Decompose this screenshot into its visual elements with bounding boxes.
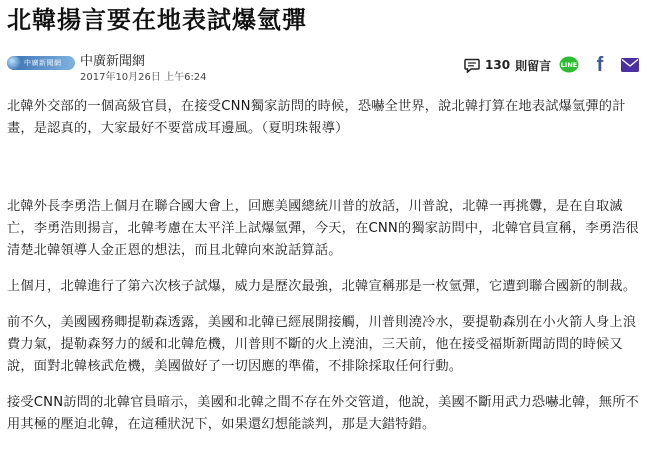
globe-icon xyxy=(7,56,21,70)
article-paragraph: 北韓外長李勇浩上個月在聯合國大會上，回應美國總統川普的放話，川普說，北韓一再挑釁，是在自取滅亡，李勇浩則揚言，北韓考慮在太平洋上試爆氫彈，今天，在CNN的獨家訪問中，北韓官員宣稱，李勇浩很清楚北韓領導人金正恩的想法，而且北韓向來說話算話。 xyxy=(7,199,639,258)
share-facebook-button[interactable] xyxy=(590,55,610,75)
article-body xyxy=(7,96,639,450)
source-logo-text: 中廣新聞網 xyxy=(24,59,62,67)
source-name[interactable]: 中廣新聞網 xyxy=(80,54,146,69)
publish-time: 2017年10月26日 上午6:24 xyxy=(80,72,207,83)
article-paragraph: 北韓外交部的一個高級官員，在接受CNN獨家訪問的時候，恐嚇全世界，說北韓打算在地表試爆氫彈的計畫，是認真的，大家最好不要當成耳邊風。（夏明珠報導） xyxy=(7,99,626,136)
line-icon xyxy=(559,55,579,75)
article-meta xyxy=(0,46,647,82)
comment-label: 則留言 xyxy=(515,58,552,73)
article-title: 北韓揚言要在地表試爆氫彈 xyxy=(7,6,307,34)
mail-icon xyxy=(621,58,639,72)
share-mail-button[interactable] xyxy=(620,55,640,75)
facebook-icon: f xyxy=(596,54,604,76)
line-icon-text: LINE xyxy=(560,61,578,70)
share-line-button[interactable] xyxy=(559,55,579,75)
article-paragraph: 前不久，美國國務卿提勒森透露，美國和北韓已經展開接觸，川普則澆冷水，要提勒森別在小火箭人身上浪費力氣，提勒森努力的緩和北韓危機，川普則不斷的火上澆油，三天前，他在接受福斯新聞訪問的時候又說，面對北韓核武危機，美國做好了一切因應的準備，不排除採取任何行動。 xyxy=(7,315,637,374)
comment-icon xyxy=(464,58,480,73)
comments-link[interactable] xyxy=(464,56,551,74)
article-paragraph: 接受CNN訪問的北韓官員暗示，美國和北韓之間不存在外交管道，他說，美國不斷用武力恐嚇北韓，無所不用其極的壓迫北韓，在這種狀況下，如果還幻想能談判，那是大錯特錯。 xyxy=(7,395,639,432)
source-logo[interactable] xyxy=(7,56,75,70)
comment-count: 130 xyxy=(485,58,511,72)
article-paragraph: 上個月，北韓進行了第六次核子試爆，威力是歷次最強，北韓宣稱那是一枚氫彈，它遭到聯合國新的制裁。 xyxy=(7,279,637,294)
